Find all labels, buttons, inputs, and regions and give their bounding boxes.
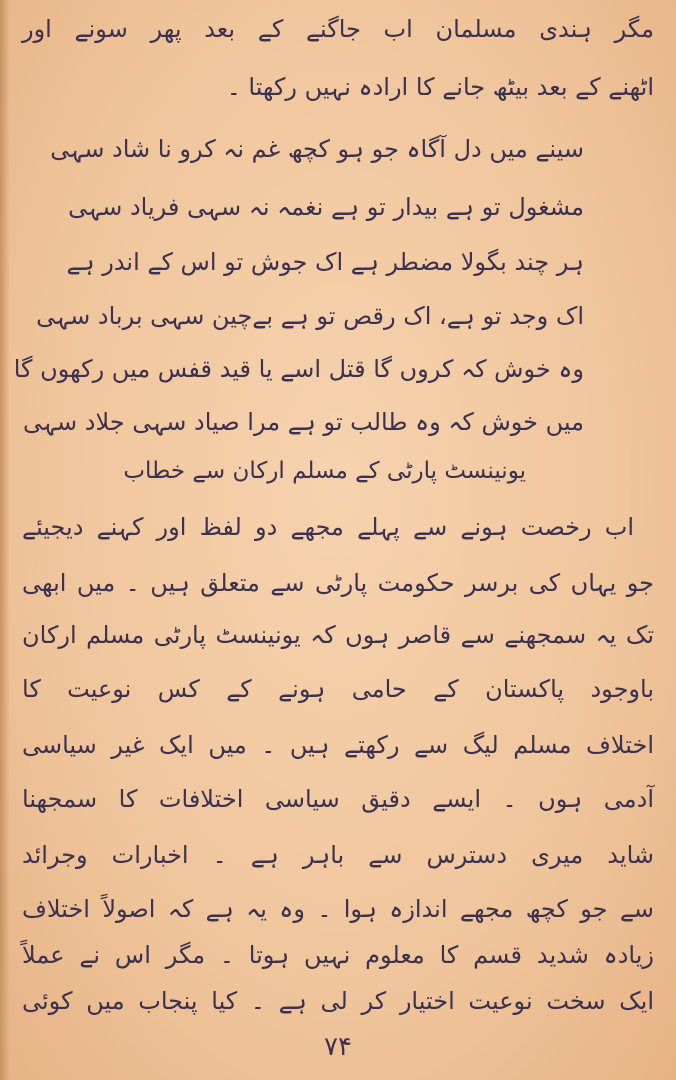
page-number: ۷۴ (324, 1032, 352, 1062)
verse-line-1: سینے میں دل آگاہ جو ہو کچھ غم نہ کرو نا شاد سہی (50, 135, 584, 163)
text-line-12: ایک سخت نوعیت اختیار کر لی ہے ۔ کیا پنجاب میں کوئی (22, 987, 654, 1015)
text-line-7: اختلاف مسلم لیگ سے رکھتے ہیں ۔ میں ایک غیر سیاسی (22, 731, 654, 759)
text-line-6: باوجود پاکستان کے حامی ہونے کے کس نوعیت کا (22, 675, 654, 703)
verse-line-3: ہر چند بگولا مضطر ہے اک جوش تو اس کے اندر ہے (66, 248, 584, 276)
verse-line-2: مشغول تو ہے بیدار تو ہے نغمہ نہ سہی فریاد سہی (68, 193, 584, 221)
text-line-10: سے جو کچھ مجھے اندازہ ہوا ۔ وہ یہ ہے کہ اصولاً اختلاف (22, 895, 654, 923)
verse-line-4: اک وجد تو ہے، اک رقص تو ہے بےچین سہی برباد سہی (36, 302, 584, 330)
section-heading: یونینسٹ پارٹی کے مسلم ارکان سے خطاب (123, 458, 526, 484)
text-line-9: شاید میری دسترس سے باہر ہے ۔ اخبارات وجرائد (22, 841, 654, 869)
text-line-3: اب رخصت ہونے سے پہلے مجھے دو لفظ اور کہنے دیجیئے (22, 513, 634, 541)
page-shadow (0, 0, 10, 1080)
verse-line-6: میں خوش کہ وہ طالب تو ہے مرا صیاد سہی جلاد سہی (22, 408, 584, 436)
text-line-8: آدمی ہوں ۔ ایسے دقیق سیاسی اختلافات کا سمجھنا (22, 785, 654, 813)
text-line-5: تک یہ سمجھنے سے قاصر ہوں کہ یونینسٹ پارٹی مسلم ارکان (22, 621, 654, 649)
text-line-4: جو یہاں کی برسر حکومت پارٹی سے متعلق ہیں ۔ میں ابھی (22, 569, 654, 597)
text-line-1: مگر ہندی مسلمان اب جاگنے کے بعد پھر سونے اور (22, 15, 654, 43)
text-line-11: زیادہ شدید قسم کا معلوم نہیں ہوتا ۔ مگر اس نے عملاً (22, 941, 654, 969)
text-line-2: اٹھنے کے بعد بیٹھ جانے کا ارادہ نہیں رکھتا ۔ (226, 73, 654, 101)
verse-line-5: وہ خوش کہ کروں گا قتل اسے یا قید قفس میں رکھوں گا (13, 355, 584, 383)
